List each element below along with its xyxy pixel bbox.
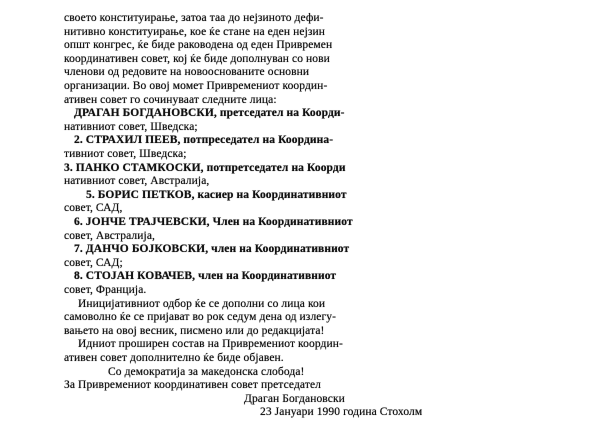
text-line: ативен совет дополнително ќе биде објавен. (64, 352, 284, 364)
member-line: ДРАГАН БОГДАНОВСКИ, претседател на Коорди- (74, 107, 345, 120)
text-line: координативен совет, кој ќе биде дополнуван со нови (64, 52, 330, 65)
text-line: совет, Австралија, (64, 229, 155, 242)
text-line: Драган Богдановски (244, 392, 345, 405)
text-line: нативниот совет, Шведска; (64, 120, 198, 133)
text-line: 23 Јануари 1990 година Стохолм (260, 406, 423, 419)
text-line: Со демократија за македонска слобода! (108, 365, 305, 378)
text-line: совет, Франција. (64, 284, 147, 296)
text-line: нативниот совет, Австралија, (64, 175, 210, 188)
member-line: 6. ЈОНЧЕ ТРАЈЧЕВСКИ, Член на Координативниот (74, 216, 353, 228)
text-line: вањето на овој весник, писмено или до редакцијата! (64, 324, 325, 337)
text-line: самоволно ќе се пријават во рок седум дена од излегу- (64, 311, 337, 324)
text-line: ативен совет го сочинуваат следните лица: (64, 93, 277, 106)
text-line: Иницијативниот одбор ќе се дополни со лица кои (78, 297, 326, 310)
text-line: тивниот совет, Шведска; (64, 148, 187, 160)
member-line: 5. БОРИС ПЕТКОВ, касиер на Координативниот (86, 188, 347, 201)
text-line: совет, САД, (64, 202, 123, 215)
text-line: општ конгрес, ќе биде раководена од еден Привремен (64, 39, 333, 52)
text-line: За Привремениот координативен совет претседател (64, 379, 321, 392)
text-line: нитивно конституирање, кое ќе стане на еден нејзин (64, 25, 326, 38)
text-line: совет, САД; (64, 256, 123, 269)
text-line: своето конституирање, затоа таа до нејзиното дефи- (64, 12, 324, 24)
text-line: членови од редовите на новооснованите основни (64, 66, 310, 79)
member-line: 7. ДАНЧО БОЈКОВСКИ, член на Координативниот (74, 243, 350, 256)
text-line: Идниот проширен состав на Привремениот координ- (78, 338, 343, 351)
member-line: 2. СТРАХИЛ ПЕЕВ, потпреседател на Координа- (74, 134, 334, 147)
member-line: 3. ПАНКО СТАМКОСКИ, потпретседател на Коорди (64, 161, 346, 174)
member-line: 8. СТОЈАН КОВАЧЕВ, член на Координативниот (74, 270, 337, 283)
text-line: организации. Во овој момет Привремениот координ- (64, 80, 328, 92)
